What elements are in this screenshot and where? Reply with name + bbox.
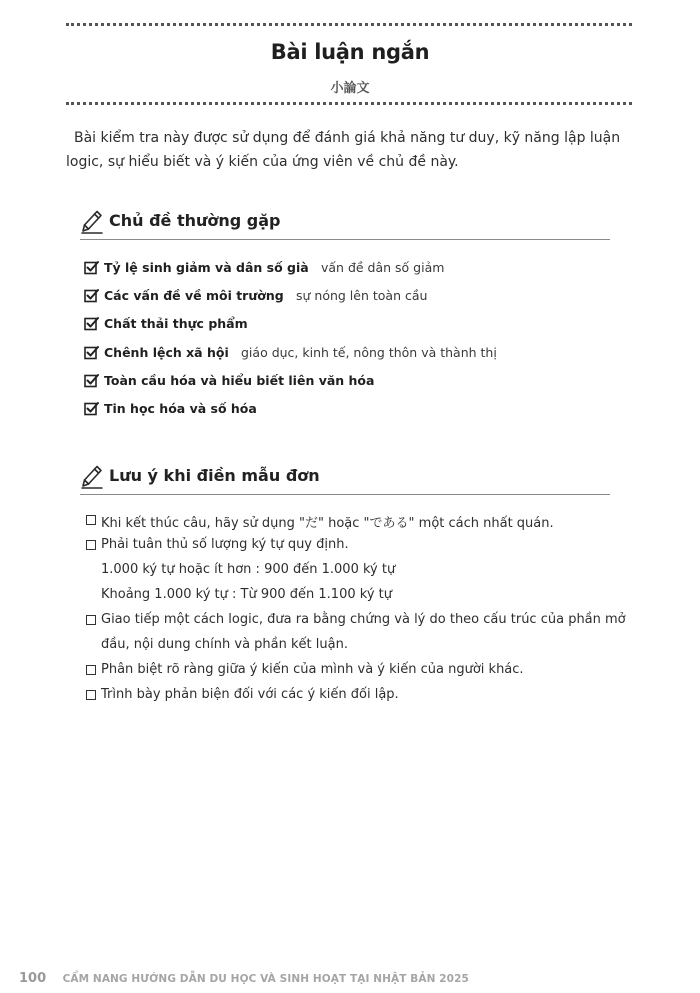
page-subtitle: 小論文 xyxy=(330,81,370,96)
topic-title: Toàn cầu hóa và hiểu biết liên văn hóa xyxy=(104,373,375,388)
empty-box-icon xyxy=(86,665,96,675)
pencil-icon xyxy=(80,208,104,234)
intro-paragraph: Bài kiểm tra này được sử dụng để đánh giá khả năng tư duy, kỹ năng lập luận logic, sự hiểu biết và ý kiến của ứng viên về chủ đề này. xyxy=(66,130,621,170)
dotted-rule-bottom xyxy=(66,102,632,105)
empty-box-icon xyxy=(86,615,96,625)
empty-box-icon xyxy=(86,690,96,700)
section-heading-label: Chủ đề thường gặp xyxy=(109,211,281,230)
topic-title: Chênh lệch xã hội xyxy=(104,345,229,360)
topic-title: Chất thải thực phẩm xyxy=(104,316,248,331)
footer-book-title: CẨM NANG HƯỚNG DẪN DU HỌC VÀ SINH HOẠT TẠI NHẬT BẢN 2025 xyxy=(62,973,469,985)
checkbox-checked-icon xyxy=(84,373,99,388)
note-text: Trình bày phản biện đối với các ý kiến đối lập. xyxy=(101,687,399,702)
note-text: Phân biệt rõ ràng giữa ý kiến của mình và ý kiến của người khác. xyxy=(101,662,524,677)
checkbox-checked-icon xyxy=(84,260,99,275)
topic-detail: sự nóng lên toàn cầu xyxy=(296,288,428,303)
topic-title: Tỷ lệ sinh giảm và dân số già xyxy=(104,260,309,275)
topic-detail: giáo dục, kinh tế, nông thôn và thành thị xyxy=(241,345,497,360)
empty-box-icon xyxy=(86,540,96,550)
section-heading-notes xyxy=(80,461,610,495)
checkbox-checked-icon xyxy=(84,401,99,416)
page-title: Bài luận ngắn xyxy=(270,40,430,64)
topic-title: Các vấn đề về môi trường xyxy=(104,288,284,303)
checkbox-checked-icon xyxy=(84,288,99,303)
page-number: 100 xyxy=(19,971,47,986)
section-heading-label: Lưu ý khi điền mẫu đơn xyxy=(109,466,320,485)
section-heading-topics xyxy=(80,206,610,240)
note-subline: đầu, nội dung chính và phần kết luận. xyxy=(101,637,348,652)
note-text: Phải tuân thủ số lượng ký tự quy định. xyxy=(101,537,349,552)
topic-detail: vấn đề dân số giảm xyxy=(321,260,445,275)
note-subline: 1.000 ký tự hoặc ít hơn : 900 đến 1.000 ký tự xyxy=(101,562,396,577)
note-text: Giao tiếp một cách logic, đưa ra bằng chứng và lý do theo cấu trúc của phần mở xyxy=(101,612,626,627)
page-footer xyxy=(19,969,469,987)
note-text: Khi kết thúc câu, hãy sử dụng "だ" hoặc "である" một cách nhất quán. xyxy=(101,516,554,531)
checkbox-checked-icon xyxy=(84,345,99,360)
dotted-rule-top xyxy=(66,23,632,26)
pencil-icon xyxy=(80,463,104,489)
empty-box-icon xyxy=(86,515,96,525)
topic-title: Tin học hóa và số hóa xyxy=(104,401,257,416)
note-subline: Khoảng 1.000 ký tự : Từ 900 đến 1.100 ký tự xyxy=(101,587,392,602)
checkbox-checked-icon xyxy=(84,316,99,331)
